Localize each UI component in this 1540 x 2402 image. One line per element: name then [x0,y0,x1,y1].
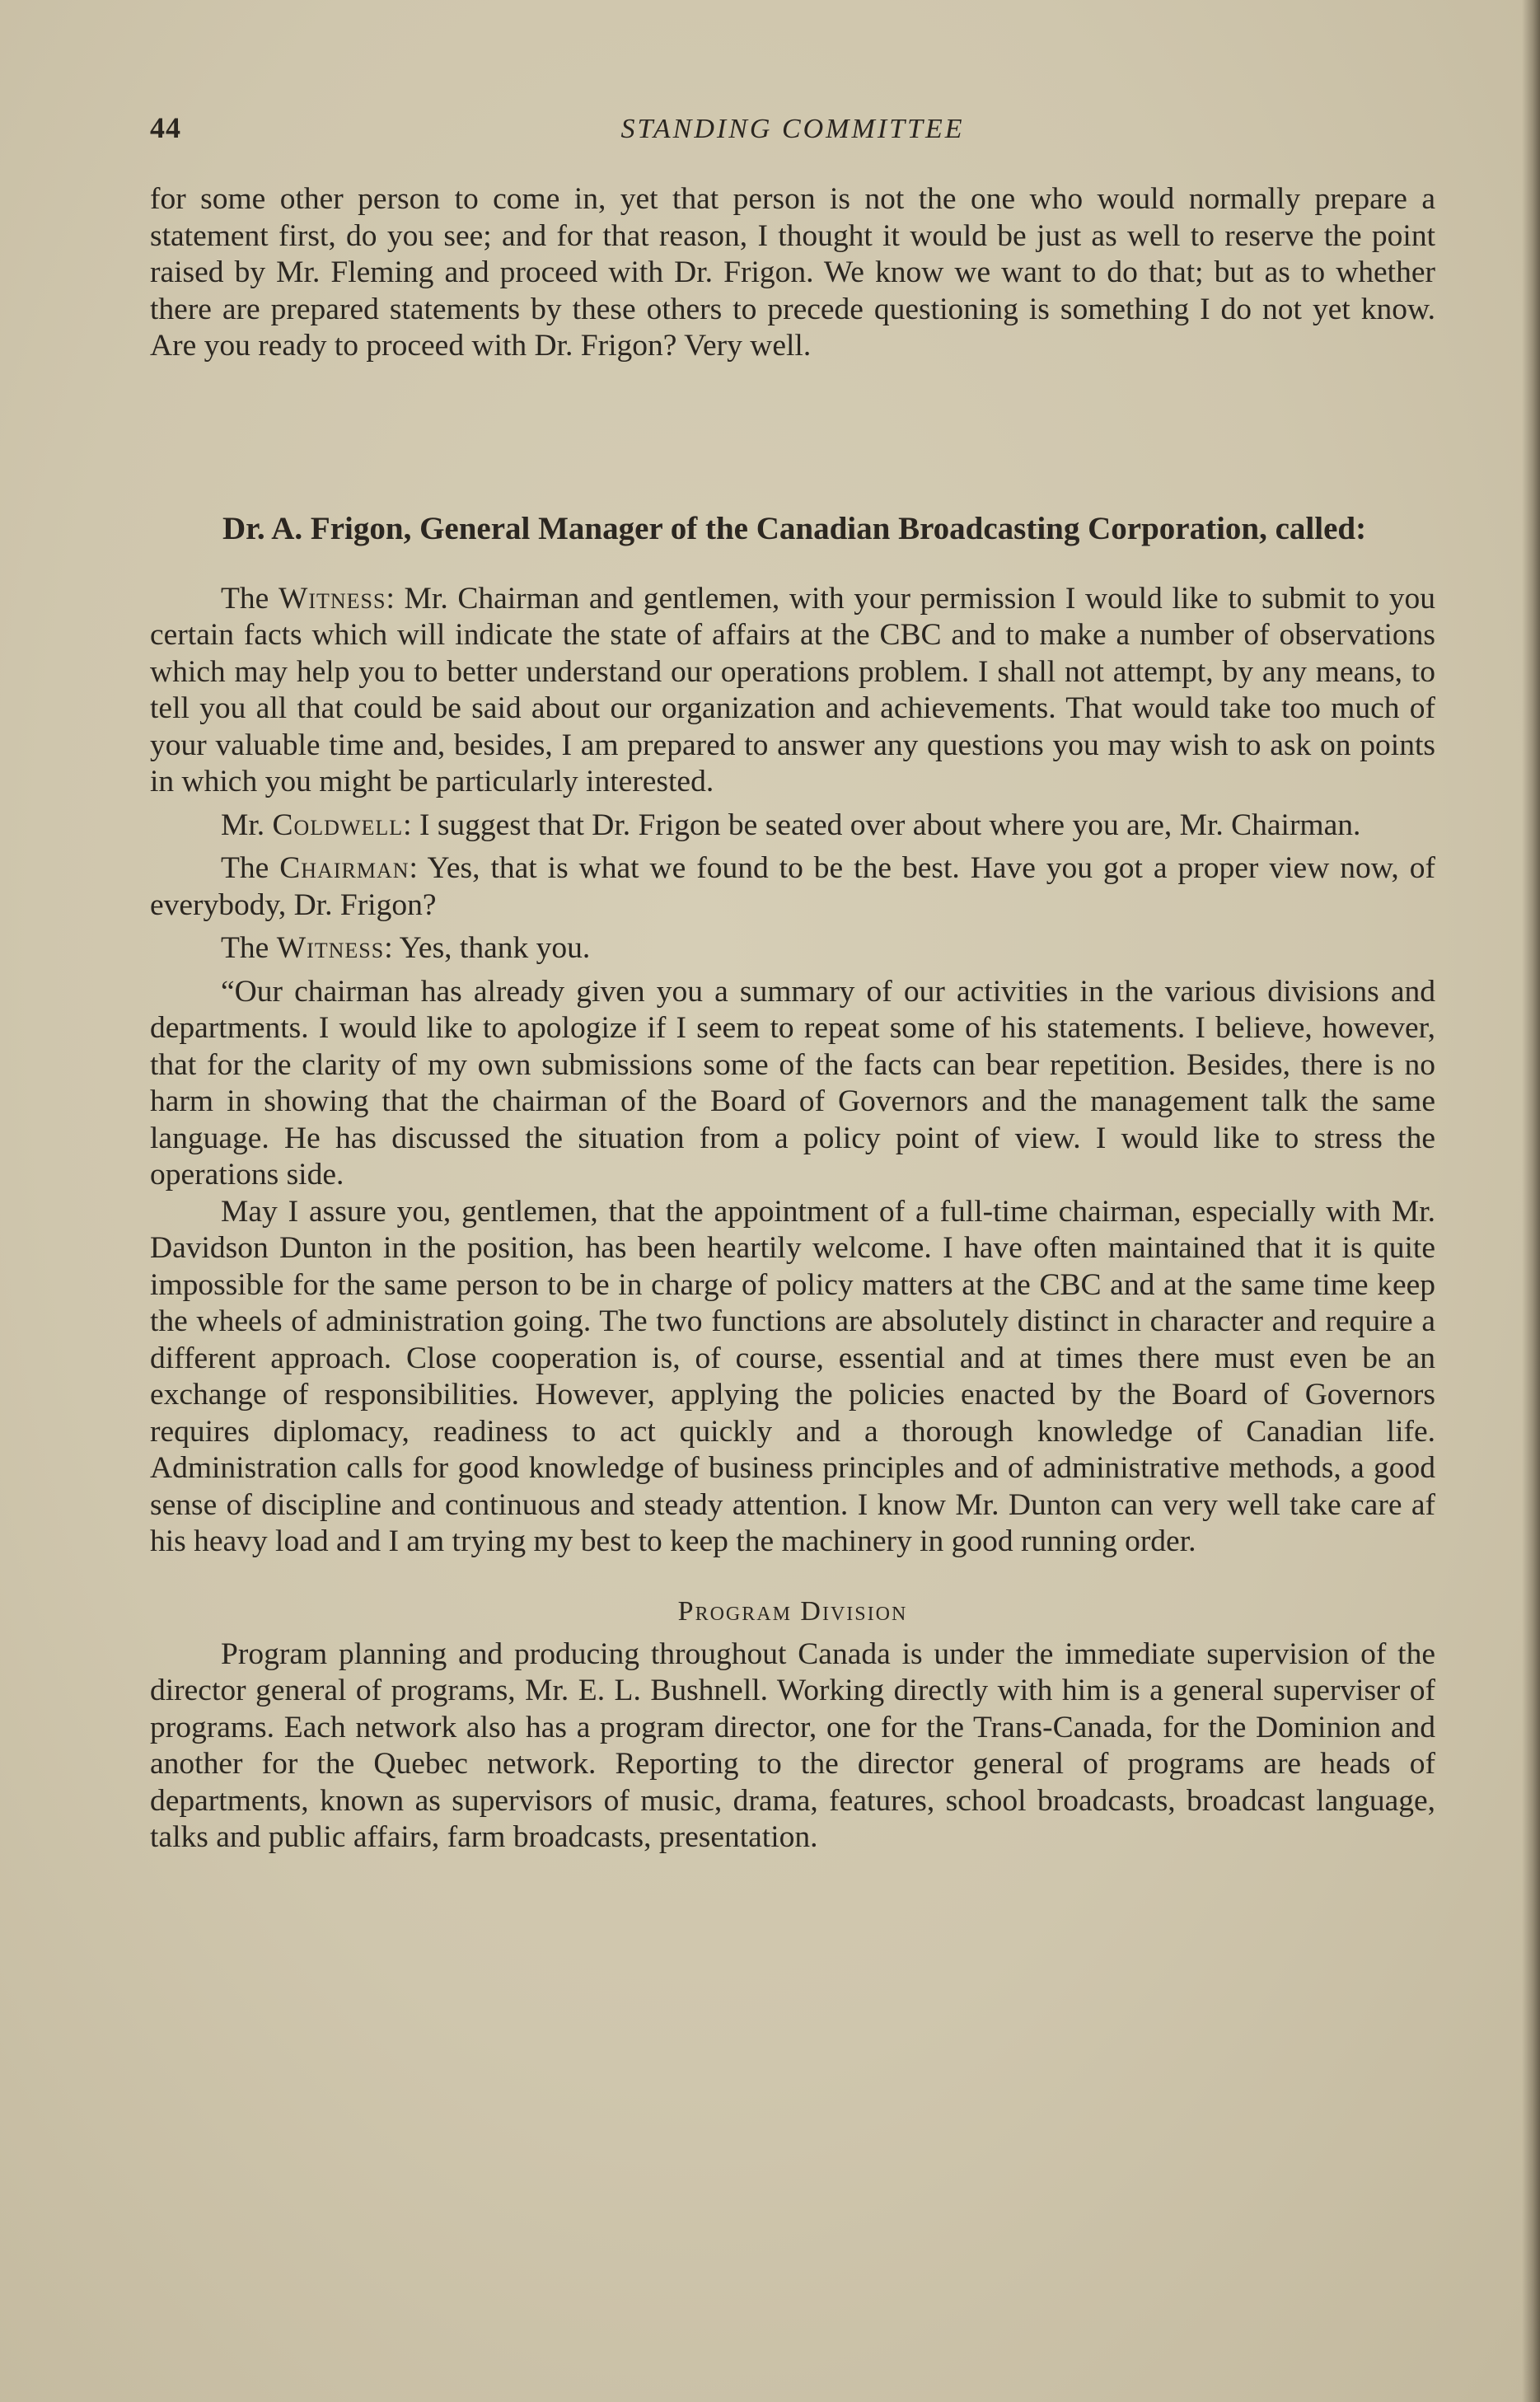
section-heading: Program Division [677,1595,908,1627]
spacer [150,844,1435,850]
speech-lead: The [221,581,279,616]
speaker-name: Witness [278,581,386,616]
speech-lead: The [221,851,280,885]
speaker-name: Coldwell [272,808,404,842]
witness-reply-paragraph [150,930,1435,967]
witness-statement-paragraph [150,581,1435,801]
speech-text: : Yes, thank you. [384,931,591,965]
speaker-name: Witness [276,931,385,965]
speaker-name: Chairman [279,851,410,885]
speech-lead: Mr. [221,808,273,842]
spacer [150,1561,1435,1594]
running-head: STANDING COMMITTEE [620,114,965,144]
spacer [150,924,1435,930]
spacer [150,1630,1435,1636]
speech-text: : Yes, that is what we found to be the best. Have you got a proper view now, of everybody, Dr. Frigon? [150,851,1435,922]
speech-lead: The [221,931,277,965]
program-division-paragraph: Program planning and producing throughout Canada is under the immediate supervision of the director general of programs, Mr. E. L. Bushnell. Working directly with him is a general superviser of programs. Each network also has a program director, one for the Trans-Canada, for the Dominion and another for the Quebec network. Reporting to the director general of programs are heads of departments, known as supervisors of music, drama, features, school broadcasts, broadcast language, talks and public affairs, farm broadcasts, presentation. [150,1636,1435,1854]
spacer [150,548,1435,581]
speech-text: : I suggest that Dr. Frigon be seated over about where you are, Mr. Chairman. [403,808,1361,842]
page-edge-shadow [1522,0,1540,2402]
spacer [150,801,1435,808]
spacer [150,967,1435,974]
paragraph-continuation: for some other person to come in, yet that person is not the one who would normally prepare a statement first, do you see; and for that reason, I thought it would be just as well to reserve the point raised by Mr. Fleming and proceed with Dr. Frigon. We know we want to do that; but as to whether there are prepared statements by these others to precede questioning is something I do not yet know. Are you ready to proceed with Dr. Frigon? Very well. [150,182,1435,363]
speech-text: : Mr. Chairman and gentlemen, with your permission I would like to submit to you certain facts which will indicate the state of affairs at the CBC and to make a number of observations which may help you to better understand our operations problem. I shall not attempt, by any means, to tell you all that could be said about our organization and achievements. That would take too much of your valuable time and, besides, I am prepared to answer any questions you may wish to ask on points in which you might be particularly interested. [150,581,1435,798]
quoted-paragraph: “Our chairman has already given you a summary of our activities in the various divisions and departments. I would like to apologize if I seem to repeat some of his statements. I believe, however, that for the clarity of my own submissions some of the facts can bear repetition. Besides, there is no harm in showing that the chairman of the Board of Governors and the management talk the same language. He has discussed the situation from a policy point of view. I would like to stress the operations side. [150,974,1435,1192]
coldwell-remark-paragraph [150,808,1435,845]
quoted-paragraph: May I assure you, gentlemen, that the appointment of a full-time chairman, especially with Mr. Davidson Dunton in the position, has been heartily welcome. I have often maintained that it is quite impossible for the same person to be in charge of policy matters at the CBC and at the same time keep the wheels of administration going. The two functions are absolutely distinct in character and require a different approach. Close cooperation is, of course, essential and at times there must even be an exchange of responsibilities. However, applying the policies enacted by the Board of Governors requires diplomacy, readiness to act quickly and a thorough knowledge of Canadian life. Administration calls for good knowledge of business principles and of administrative methods, a good sense of discipline and continuous and steady attention. I know Mr. Dunton can very well take care af his heavy load and I am trying my best to keep the machinery in good running order. [150,1194,1435,1558]
page-header [150,110,1435,153]
page-number: 44 [150,111,181,144]
spacer [150,365,1435,510]
witness-heading: Dr. A. Frigon, General Manager of the Canadian Broadcasting Corporation, called: [222,510,1367,546]
text-column [150,181,1435,1857]
chairman-remark-paragraph [150,850,1435,924]
